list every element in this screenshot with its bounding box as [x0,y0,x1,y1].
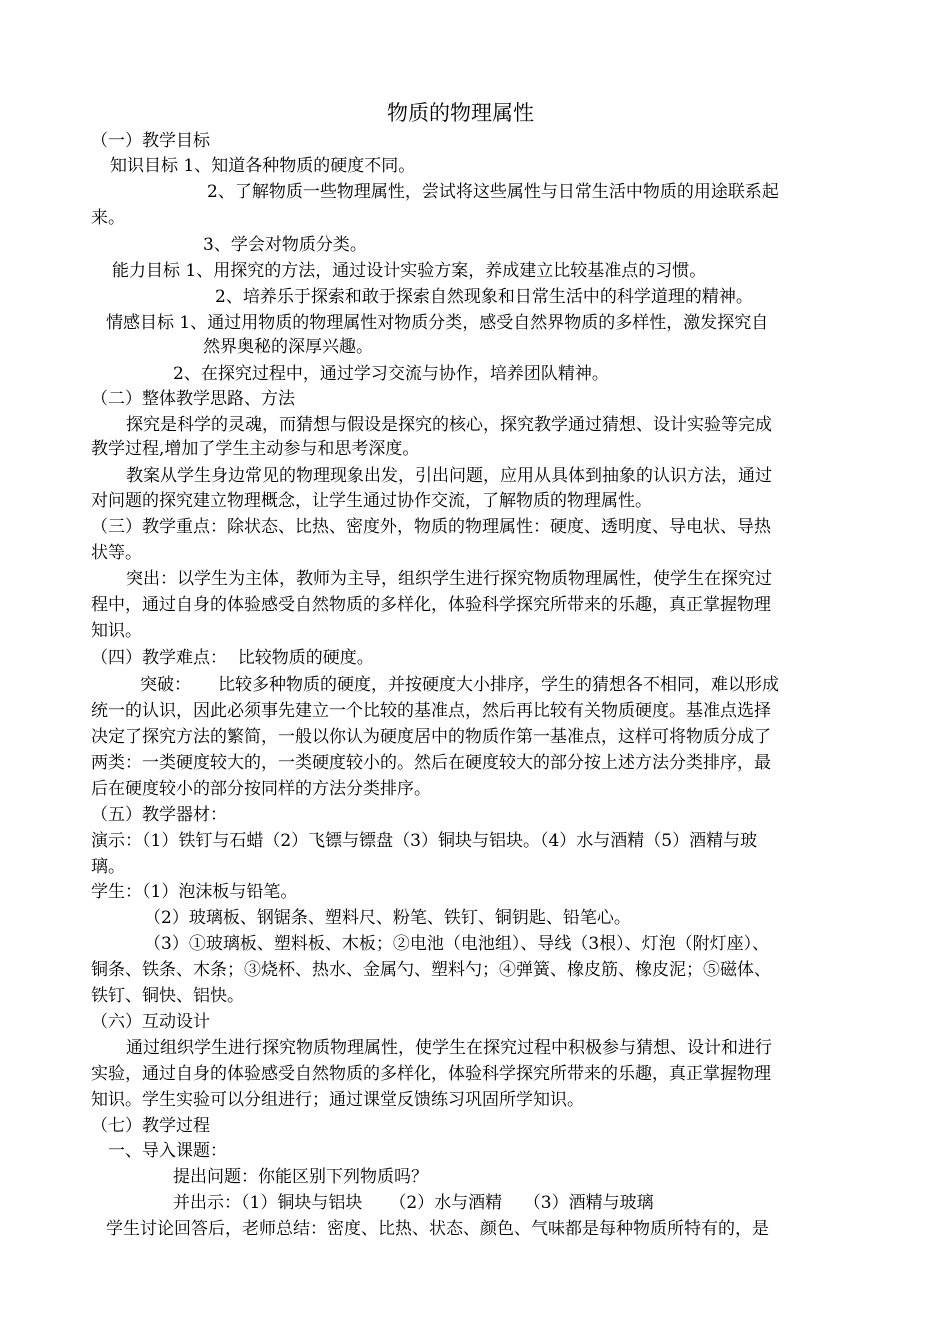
text-line: 探究是科学的灵魂，而猜想与假设是探究的核心，探究教学通过猜想、设计实验等完成 [126,415,772,435]
text-line: 铁钉、铜快、铝快。 [91,986,244,1006]
text-line: 2、了解物质一些物理属性，尝试将这些属性与日常生活中物质的用途联系起 [207,182,779,202]
section-heading: （三）教学重点：除状态、比热、密度外，物质的物理属性：硬度、透明度、导电状、导热 [91,517,771,537]
text-line: 能力目标 1、用探究的方法，通过设计实验方案，养成建立比较基准点的习惯。 [112,261,707,281]
text-line: 学生：（1）泡沫板与铅笔。 [91,882,298,902]
text-line: 统一的认识，因此必须事先建立一个比较的基准点，然后再比较有关物质硬度。基准点选择 [91,701,771,721]
text-line: 情感目标 1、通过用物质的物理属性对物质分类，感受自然界物质的多样性，激发探究自 [106,313,769,333]
text-line: 决定了探究方法的繁简，一般以你认为硬度居中的物质作第一基准点，这样可将物质分成了 [91,727,771,747]
section-heading: （二）整体教学思路、方法 [91,389,295,409]
section-heading: （六）互动设计 [91,1012,210,1032]
text-line: 两类：一类硬度较大的，一类硬度较小的。然后在硬度较大的部分按上述方法分类排序，最 [91,753,771,773]
section-heading: （五）教学器材： [91,805,227,825]
text-line: 通过组织学生进行探究物质物理属性，使学生在探究过程中积极参与猜想、设计和进行 [126,1038,772,1058]
text-line: 知识。 [91,621,142,641]
text-line: 并出示：（1）铜块与铝块 （2）水与酒精 （3）酒精与玻璃 [173,1193,654,1213]
text-line: 状等。 [91,543,142,563]
section-heading: （七）教学过程 [91,1116,210,1136]
text-line: 一、导入课题： [108,1141,227,1161]
text-line: 程中，通过自身的体验感受自然物质的多样化，体验科学探究所带来的乐趣，真正掌握物理 [91,595,771,615]
text-line: 知识目标 1、知道各种物质的硬度不同。 [110,156,416,176]
text-line: 知识。学生实验可以分组进行；通过课堂反馈练习巩固所学知识。 [91,1090,584,1110]
text-line: 2、在探究过程中，通过学习交流与协作，培养团队精神。 [173,364,609,384]
document-title: 物质的物理属性 [387,101,534,125]
text-line: 教学过程,增加了学生主动参与和思考深度。 [91,439,420,459]
text-line: 演示：（1）铁钉与石蜡（2）飞镖与镖盘（3）铜块与铝块。（4）水与酒精（5）酒精与玻 [91,831,758,851]
text-line: 突出：以学生为主体，教师为主导，组织学生进行探究物质物理属性，使学生在探究过 [126,569,772,589]
text-line: 对问题的探究建立物理概念，让学生通过协作交流，了解物质的物理属性。 [91,491,652,511]
text-line: 铜条、铁条、木条；③烧杯、热水、金属勺、塑料勺；④弹簧、橡皮筋、橡皮泥；⑤磁体、 [91,960,771,980]
text-line: 后在硬度较小的部分按同样的方法分类排序。 [91,779,431,799]
text-line: 2、培养乐于探索和敢于探索自然现象和日常生活中的科学道理的精神。 [215,287,753,307]
text-line: 实验，通过自身的体验感受自然物质的多样化，体验科学探究所带来的乐趣，真正掌握物理 [91,1064,771,1084]
text-line: （3）①玻璃板、塑料板、木板；②电池（电池组）、导线（3根）、灯泡（附灯座）、 [144,934,770,954]
section-heading: （四）教学难点： 比较物质的硬度。 [91,648,374,668]
section-heading: （一）教学目标 [91,131,210,151]
text-line: 3、学会对物质分类。 [203,235,367,255]
text-line: 突破： 比较多种物质的硬度，并按硬度大小排序，学生的猜想各不相同，难以形成 [140,675,780,695]
text-line: 教案从学生身边常见的物理现象出发，引出问题，应用从具体到抽象的认识方法，通过 [126,466,772,486]
text-line: 璃。 [91,857,125,877]
text-line: 来。 [91,208,125,228]
text-line: 提出问题：你能区别下列物质吗？ [173,1167,428,1187]
text-line: 然界奥秘的深厚兴趣。 [203,337,373,357]
text-line: （2）玻璃板、钢锯条、塑料尺、粉笔、铁钉、铜钥匙、铅笔心。 [144,908,631,928]
text-line: 学生讨论回答后，老师总结：密度、比热、状态、颜色、气味都是每种物质所特有的，是 [106,1219,769,1239]
